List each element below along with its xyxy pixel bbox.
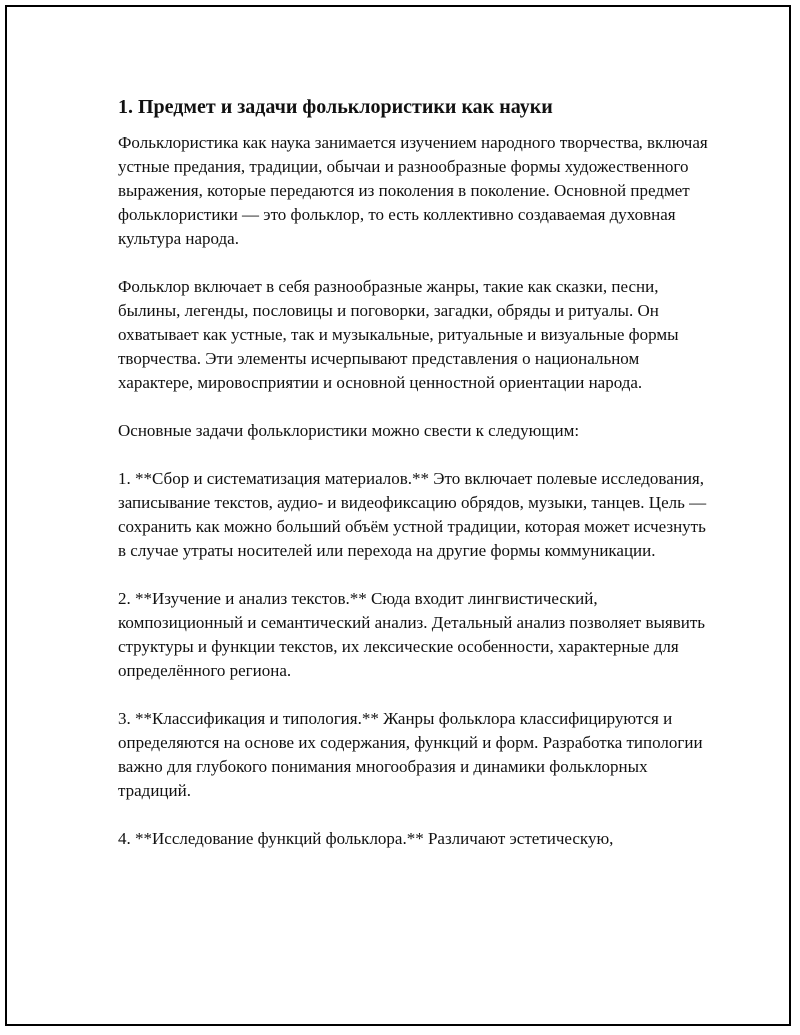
paragraph-genres: Фольклор включает в себя разнообразные жанры, такие как сказки, песни, былины, легенды, пословицы и поговорки, загадки, обряды и ритуалы. Он охватывает как устные, так и музыкальные, ритуальные и визуальные формы творчества. Эти элементы исчерпывают представления о национальном характере, мировосприятии и основной ценностной ориентации народа.: [118, 277, 679, 392]
list-item-task-1: 1. **Сбор и систематизация материалов.** Это включает полевые исследования, записывание текстов, аудио- и видеофиксацию обрядов, музыки, танцев. Цель — сохранить как можно больший объём устной традиции, которая может исчезнуть в случае утраты носителей или перехода на другие формы коммуникации.: [118, 469, 707, 560]
paragraph-tasks-lead: Основные задачи фольклористики можно свести к следующим:: [118, 421, 580, 440]
list-item-task-4: 4. **Исследование функций фольклора.** Различают эстетическую,: [118, 829, 614, 848]
list-item-task-2: 2. **Изучение и анализ текстов.** Сюда входит лингвистический, композиционный и семантический анализ. Детальный анализ позволяет выявить структуры и функции текстов, их лексические особенности, характерные для определённого региона.: [118, 589, 706, 680]
list-item-task-3: 3. **Классификация и типология.** Жанры фольклора классифицируются и определяются на основе их содержания, функций и форм. Разработка типологии важно для глубокого понимания многообразия и динамики фольклорных традиций.: [118, 709, 703, 800]
section-heading: 1. Предмет и задачи фольклористики как науки: [118, 96, 553, 118]
paragraph-intro: Фольклористика как наука занимается изучением народного творчества, включая устные предания, традиции, обычаи и разнообразные формы художественного выражения, которые передаются из поколения в поколение. Основной предмет фольклористики — это фольклор, то есть коллективно создаваемая духовная культура народа.: [118, 133, 708, 248]
document-body: [118, 93, 708, 875]
